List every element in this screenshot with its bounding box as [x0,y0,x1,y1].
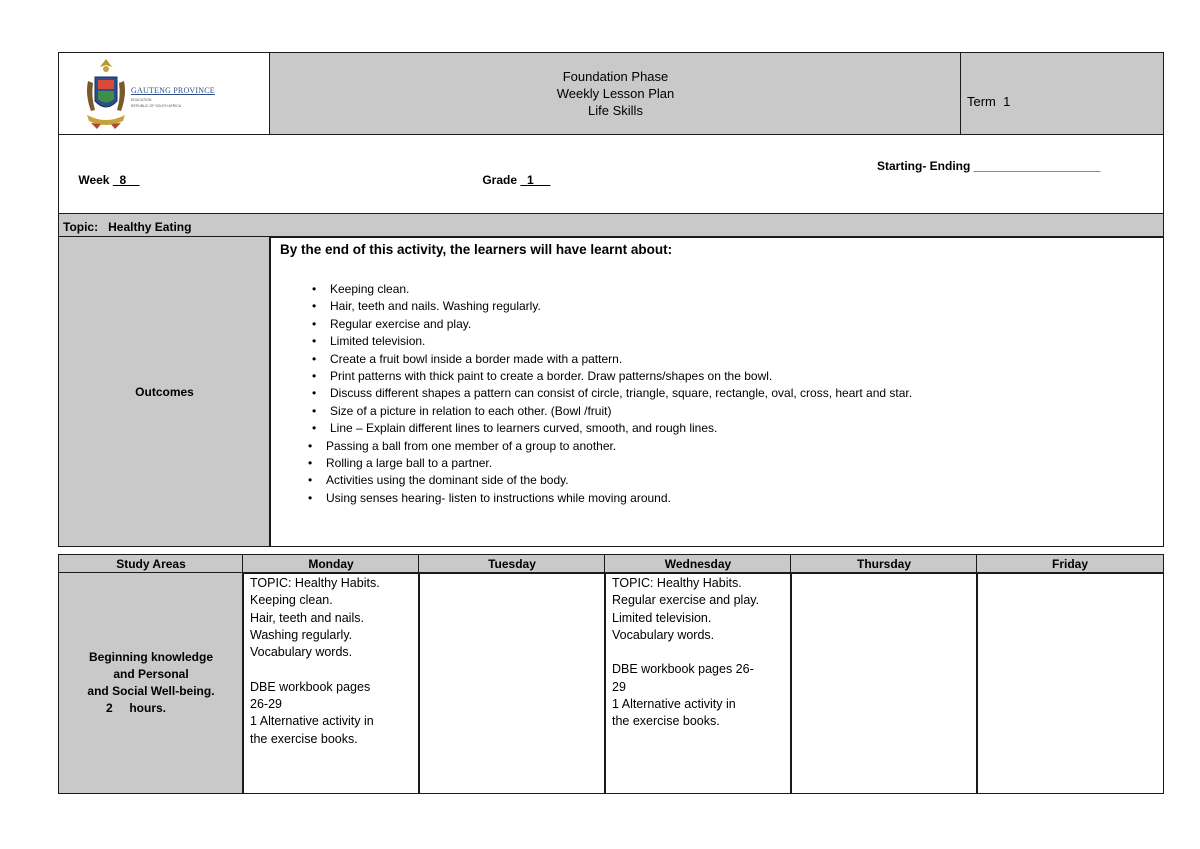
outcome-text: Create a fruit bowl inside a border made with a pattern. [330,351,623,366]
logo-text: GAUTENG PROVINCE [131,86,215,95]
col-header-study-areas: Study Areas [58,554,244,574]
term-cell [960,52,1164,135]
outcome-text: Activities using the dominant side of the body. [326,473,569,488]
outcome-item [312,316,912,333]
page-title [269,52,962,135]
monday-line: Vocabulary words. [250,645,353,660]
wednesday-line: DBE workbook pages 26- [612,662,754,677]
monday-cell [242,572,420,794]
study-area-line-1: Beginning knowledge [88,650,213,664]
bullet-icon: • [312,386,317,401]
wednesday-cell [604,572,792,794]
wednesday-line [612,644,791,661]
outcome-text: Discuss different shapes a pattern can consist of circle, triangle, square, rectangle, oval, cross, heart and star. [330,386,913,401]
logo-cell [58,52,271,135]
bullet-icon: • [308,456,313,471]
outcome-item [312,298,912,315]
col-header-friday: Friday [976,554,1164,574]
outcomes-heading: By the end of this activity, the learners will have learnt about: [280,242,673,257]
title-line-1: Foundation Phase [562,69,669,84]
wednesday-line: 29 [612,679,626,694]
outcome-item [312,351,912,368]
friday-cell [976,572,1164,794]
thursday-cell [790,572,978,794]
week-value: 8 [112,173,140,187]
outcomes-list [308,281,913,507]
monday-line: 26-29 [250,697,282,712]
outcome-text: Passing a ball from one member of a group to another. [326,438,617,453]
outcome-text: Rolling a large ball to a partner. [326,456,493,471]
term-label: Term 1 [967,94,1011,109]
outcome-item [312,368,912,385]
outcome-item [312,333,912,350]
monday-line: 1 Alternative activity in [250,714,374,729]
outcome-item [312,385,913,402]
outcome-text: Using senses hearing- listen to instructions while moving around. [326,490,671,505]
outcomes-content-cell [269,236,1164,547]
col-header-tuesday: Tuesday [418,554,606,574]
wednesday-line: 1 Alternative activity in [612,697,736,712]
bullet-icon: • [312,369,317,384]
monday-line: TOPIC: Healthy Habits. [250,576,380,590]
wednesday-line: Regular exercise and play. [612,593,760,608]
wednesday-line: the exercise books. [612,714,720,729]
bullet-icon: • [312,299,317,314]
bullet-icon: • [312,421,317,436]
outcome-item [312,403,912,420]
study-area-cell [58,572,244,794]
monday-line: Hair, teeth and nails. [250,610,364,625]
col-header-wednesday: Wednesday [604,554,792,574]
outcome-text: Line – Explain different lines to learners curved, smooth, and rough lines. [330,421,718,436]
monday-line: Washing regularly. [250,627,353,642]
grade-field [469,159,550,201]
bullet-icon: • [312,351,317,366]
bullet-icon: • [312,403,317,418]
outcome-text: Limited television. [330,334,426,349]
outcome-item [308,490,912,507]
outcome-text: Print patterns with thick paint to create a border. Draw patterns/shapes on the bowl. [330,369,773,384]
info-row [58,133,1164,213]
bullet-icon: • [312,334,317,349]
monday-line: DBE workbook pages [250,679,371,694]
title-line-2: Weekly Lesson Plan [556,86,675,101]
wednesday-line: Limited television. [612,610,712,625]
logo-subtext-2: REPUBLIC OF SOUTH AFRICA [131,104,182,108]
title-line-3: Life Skills [588,103,643,118]
study-area-line-4: 2 hours. [105,701,166,715]
bullet-icon: • [308,438,313,453]
bullet-icon: • [312,282,317,296]
outcome-item [312,281,912,298]
study-area-line-2: and Personal [113,667,189,681]
col-header-thursday: Thursday [790,554,978,574]
outcome-item [308,438,912,455]
bullet-icon: • [308,490,313,505]
tuesday-cell [418,572,606,794]
col-header-monday: Monday [242,554,420,574]
outcomes-label: Outcomes [135,384,194,399]
outcome-text: Keeping clean. [330,282,410,296]
topic-label: Topic: Healthy Eating [63,220,192,234]
study-area-line-3: and Social Well-being. [87,684,215,698]
topic-row [58,213,1164,238]
outcome-text: Regular exercise and play. [330,316,472,331]
week-field [65,159,140,201]
grade-value: 1 [520,173,551,187]
bullet-icon: • [312,316,317,331]
week-label: Week [78,173,110,187]
starting-ending-field: Starting- Ending ___________________ [877,159,1101,173]
logo-subtext: EDUCATION [131,98,152,102]
outcome-item [308,455,912,472]
grade-label: Grade [482,173,518,187]
outcome-text: Hair, teeth and nails. Washing regularly. [330,299,541,314]
monday-line: the exercise books. [250,731,358,746]
monday-line [250,661,419,678]
monday-line: Keeping clean. [250,593,333,608]
gauteng-coat-of-arms-icon [81,55,131,133]
wednesday-line: Vocabulary words. [612,627,715,642]
outcome-text: Size of a picture in relation to each other. (Bowl /fruit) [330,403,612,418]
outcome-item [312,420,912,437]
outcome-item [308,472,912,489]
bullet-icon: • [308,473,313,488]
wednesday-line: TOPIC: Healthy Habits. [612,576,742,590]
outcomes-label-cell [58,236,271,547]
